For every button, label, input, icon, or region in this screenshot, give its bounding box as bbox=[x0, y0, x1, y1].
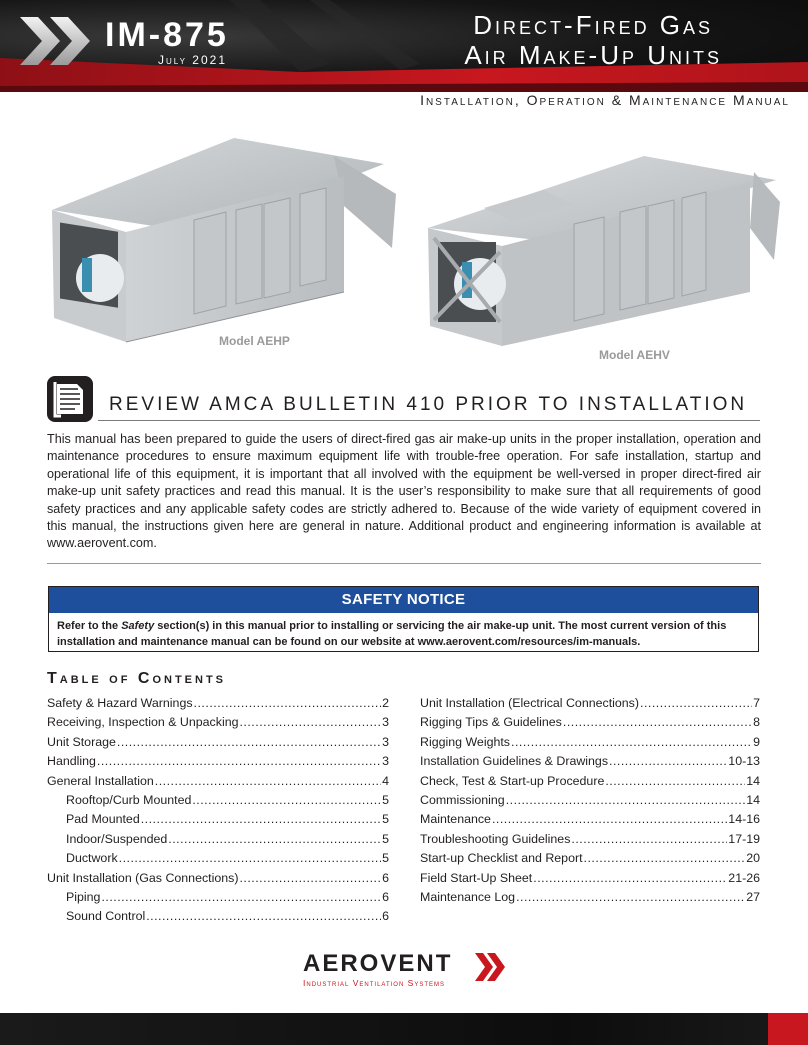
logo-tagline: Industrial Ventilation Systems bbox=[303, 978, 445, 988]
safety-notice-heading: SAFETY NOTICE bbox=[49, 587, 758, 613]
toc-entry-label: General Installation bbox=[47, 773, 154, 788]
toc-entry-label: Ductwork bbox=[66, 851, 118, 866]
toc-entry-page: 5 bbox=[382, 792, 389, 807]
toc-leader-dots bbox=[506, 793, 746, 807]
header-banner bbox=[0, 0, 808, 92]
toc-entry[interactable] bbox=[420, 696, 760, 715]
product-image-aehv bbox=[424, 142, 786, 347]
toc-entry[interactable] bbox=[420, 735, 760, 754]
toc-entry[interactable] bbox=[47, 851, 389, 870]
toc-entry-label: Piping bbox=[66, 889, 101, 904]
toc-entry-label: Maintenance Log bbox=[420, 889, 516, 904]
toc-entry[interactable] bbox=[420, 890, 760, 909]
toc-entry-page: 6 bbox=[382, 909, 389, 924]
review-amca-heading: REVIEW AMCA BULLETIN 410 PRIOR TO INSTALLATION bbox=[109, 394, 748, 415]
document-number: IM-875 bbox=[105, 16, 229, 54]
document-subtitle: Installation, Operation & Maintenance Manual bbox=[420, 92, 790, 108]
toc-entry[interactable] bbox=[47, 871, 389, 890]
toc-entry-page: 20 bbox=[746, 851, 760, 866]
toc-column-right bbox=[420, 696, 760, 909]
toc-entry-label: Check, Test & Start-up Procedure bbox=[420, 773, 605, 788]
toc-entry[interactable] bbox=[420, 715, 760, 734]
toc-entry-label: Rooftop/Curb Mounted bbox=[66, 792, 192, 807]
safety-text-lead: Refer to the bbox=[57, 620, 122, 632]
toc-leader-dots bbox=[511, 735, 752, 749]
toc-entry-label: Maintenance bbox=[420, 812, 491, 827]
toc-entry-page: 8 bbox=[753, 715, 760, 730]
toc-leader-dots bbox=[155, 774, 381, 788]
toc-entry[interactable] bbox=[420, 774, 760, 793]
toc-leader-dots bbox=[584, 851, 746, 865]
toc-entry[interactable] bbox=[47, 715, 389, 734]
toc-entry-label: Safety & Hazard Warnings bbox=[47, 696, 193, 710]
toc-entry[interactable] bbox=[420, 832, 760, 851]
toc-entry-page: 27 bbox=[746, 889, 760, 904]
toc-entry-page: 14 bbox=[746, 773, 760, 788]
toc-entry-label: Start-up Checklist and Report bbox=[420, 851, 583, 866]
toc-leader-dots bbox=[516, 890, 745, 904]
toc-entry-label: Rigging Tips & Guidelines bbox=[420, 715, 562, 730]
toc-entry-label: Rigging Weights bbox=[420, 734, 510, 749]
toc-entry-page: 3 bbox=[382, 734, 389, 749]
toc-leader-dots bbox=[571, 832, 727, 846]
document-icon bbox=[47, 376, 93, 422]
toc-entry-page: 4 bbox=[382, 773, 389, 788]
toc-entry[interactable] bbox=[47, 696, 389, 715]
toc-entry-page: 14 bbox=[746, 792, 760, 807]
toc-entry-page: 5 bbox=[382, 831, 389, 846]
toc-leader-dots bbox=[168, 832, 381, 846]
toc-entry[interactable] bbox=[47, 735, 389, 754]
logo-wordmark: AEROVENT bbox=[303, 950, 453, 977]
toc-entry[interactable] bbox=[47, 909, 389, 928]
toc-entry[interactable] bbox=[47, 774, 389, 793]
toc-entry[interactable] bbox=[420, 793, 760, 812]
toc-entry-page: 2 bbox=[382, 696, 389, 710]
toc-leader-dots bbox=[141, 812, 381, 826]
toc-entry-page: 17-19 bbox=[728, 831, 760, 846]
toc-leader-dots bbox=[117, 735, 381, 749]
toc-column-left bbox=[47, 696, 389, 929]
safety-text-link-word: Safety bbox=[121, 620, 155, 632]
toc-leader-dots bbox=[192, 793, 381, 807]
toc-entry-page: 6 bbox=[382, 889, 389, 904]
review-divider bbox=[98, 420, 760, 421]
toc-entry[interactable] bbox=[47, 754, 389, 773]
toc-entry[interactable] bbox=[47, 812, 389, 831]
toc-leader-dots bbox=[533, 871, 727, 885]
toc-leader-dots bbox=[97, 754, 381, 768]
toc-entry[interactable] bbox=[420, 851, 760, 870]
toc-entry-page: 10-13 bbox=[728, 754, 760, 769]
document-title-line-1: Direct-Fired Gas bbox=[473, 10, 714, 40]
toc-entry-label: Commissioning bbox=[420, 792, 505, 807]
toc-leader-dots bbox=[146, 909, 381, 923]
document-title bbox=[464, 10, 722, 70]
toc-entry-page: 3 bbox=[382, 754, 389, 769]
chevron-logo-icon bbox=[16, 15, 106, 67]
toc-entry-page: 5 bbox=[382, 851, 389, 866]
toc-leader-dots bbox=[101, 890, 381, 904]
toc-entry-label: Installation Guidelines & Drawings bbox=[420, 754, 609, 769]
toc-entry[interactable] bbox=[47, 832, 389, 851]
model-label-aehv: Model AEHV bbox=[599, 348, 670, 362]
toc-entry-label: Indoor/Suspended bbox=[66, 831, 168, 846]
toc-entry-page: 21-26 bbox=[728, 870, 760, 885]
toc-entry-label: Receiving, Inspection & Unpacking bbox=[47, 715, 239, 730]
aerovent-logo bbox=[303, 950, 507, 990]
intro-paragraph: This manual has been prepared to guide the users of direct-fired gas air make-up units in the proper installation, operation and maintenance procedures to ensure maximum equipment life with trouble-free operation. For safe installation, startup and operational life of this equipment, it is important that all involved with the equipment be well-versed in proper direct-fired air make-up unit safety practices and read this manual. It is the user’s responsibility to make sure that all requirements of good safety practices and any applicable safety codes are strictly adhered to. Because of the wide variety of equipment covered in this manual, the instructions given here are general in nature. Additional product and engineering information is available at www.aerovent.com. bbox=[47, 432, 761, 551]
toc-entry-page: 6 bbox=[382, 870, 389, 885]
toc-leader-dots bbox=[563, 715, 752, 729]
toc-title: Table of Contents bbox=[47, 670, 226, 687]
toc-entry[interactable] bbox=[420, 871, 760, 890]
footer-bar bbox=[0, 1013, 808, 1045]
toc-leader-dots bbox=[605, 774, 745, 788]
toc-entry-page: 3 bbox=[382, 715, 389, 730]
safety-text-rest: section(s) in this manual prior to installing or servicing the air make-up unit. The most current version of this installation and maintenance manual can be found on our website at www.aerovent.com/resources/im-manuals. bbox=[57, 620, 727, 648]
toc-entry-label: Sound Control bbox=[66, 909, 146, 924]
product-image-aehp bbox=[44, 128, 410, 368]
toc-entry-label: Pad Mounted bbox=[66, 812, 140, 827]
toc-entry-label: Unit Storage bbox=[47, 734, 116, 749]
toc-leader-dots bbox=[239, 871, 381, 885]
toc-entry-label: Field Start-Up Sheet bbox=[420, 870, 533, 885]
toc-entry[interactable] bbox=[47, 890, 389, 909]
document-title-line-2: Air Make-Up Units bbox=[464, 40, 722, 70]
toc-entry-label: Handling bbox=[47, 754, 96, 769]
toc-leader-dots bbox=[609, 754, 727, 768]
footer-accent bbox=[768, 1013, 808, 1045]
toc-leader-dots bbox=[492, 812, 727, 826]
toc-entry-page: 9 bbox=[753, 734, 760, 749]
toc-entry-page: 7 bbox=[753, 696, 760, 710]
toc-leader-dots bbox=[119, 851, 381, 865]
toc-leader-dots bbox=[194, 696, 382, 710]
toc-leader-dots bbox=[239, 715, 381, 729]
model-label-aehp: Model AEHP bbox=[219, 334, 290, 348]
toc-entry-label: Unit Installation (Electrical Connections) bbox=[420, 696, 639, 710]
toc-entry[interactable] bbox=[47, 793, 389, 812]
toc-entry-label: Troubleshooting Guidelines bbox=[420, 831, 571, 846]
toc-entry-label: Unit Installation (Gas Connections) bbox=[47, 870, 239, 885]
toc-entry-page: 5 bbox=[382, 812, 389, 827]
toc-entry-page: 14-16 bbox=[728, 812, 760, 827]
logo-chevron-icon bbox=[473, 952, 507, 982]
intro-divider bbox=[47, 563, 761, 564]
toc-entry[interactable] bbox=[420, 812, 760, 831]
safety-notice-text bbox=[49, 613, 758, 650]
safety-notice-box bbox=[48, 586, 759, 652]
document-date: July 2021 bbox=[158, 53, 227, 67]
toc-leader-dots bbox=[640, 696, 752, 710]
toc-entry[interactable] bbox=[420, 754, 760, 773]
